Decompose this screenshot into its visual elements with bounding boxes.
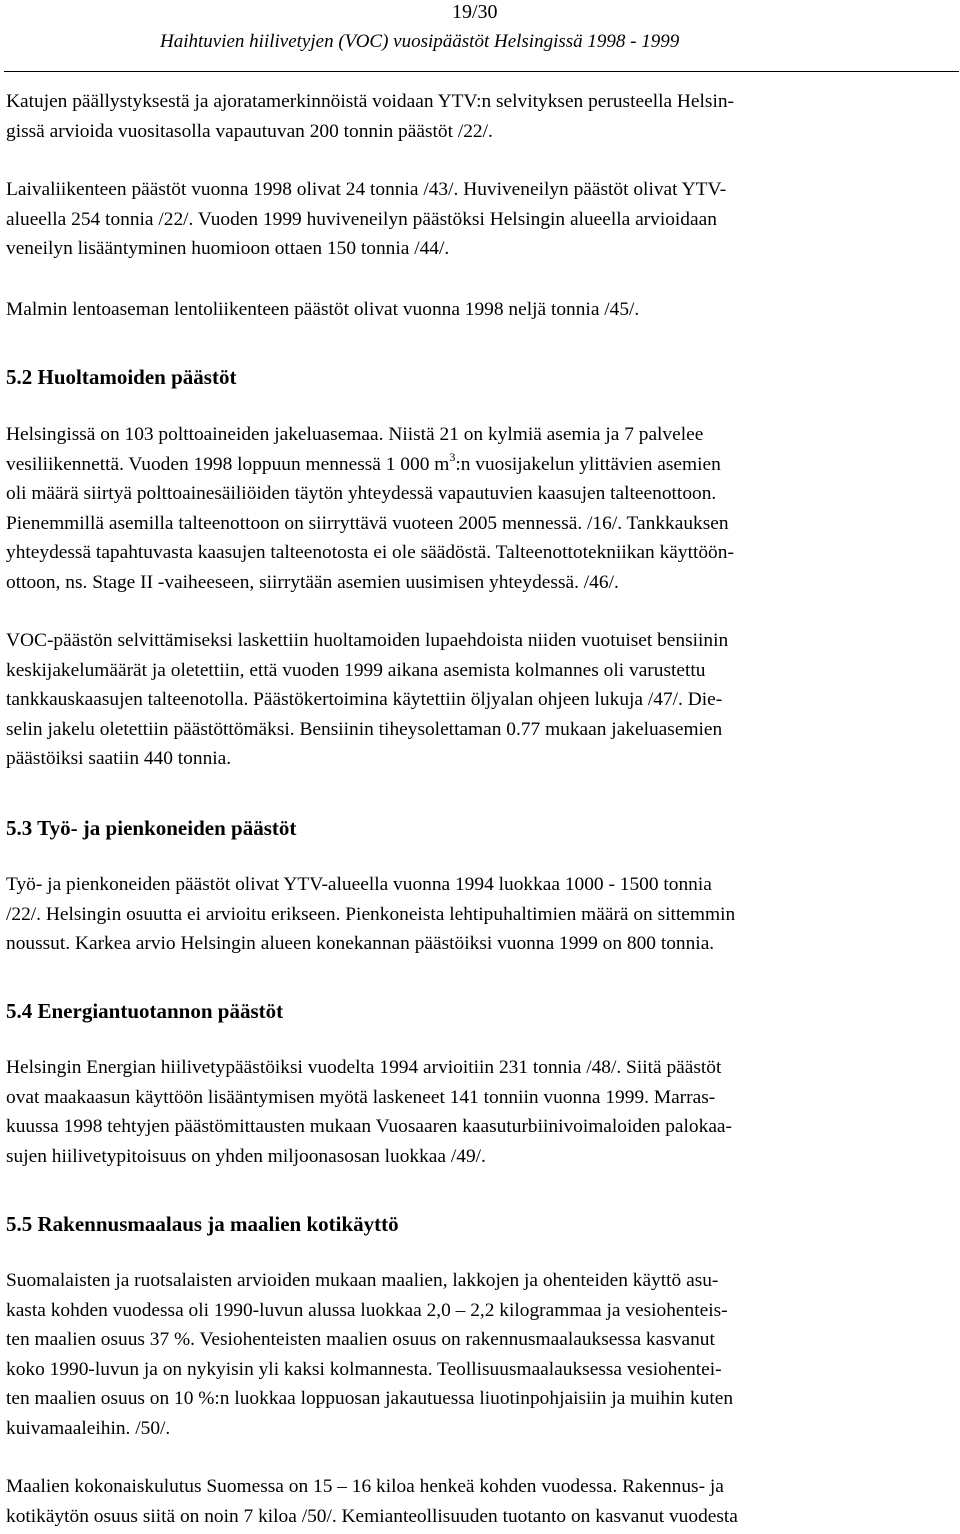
superscript-3: 3 bbox=[449, 449, 456, 464]
text-line: noussut. Karkea arvio Helsingin alueen konekannan päästöiksi vuonna 1999 on 800 tonnia. bbox=[6, 933, 715, 954]
text-line: /22/. Helsingin osuutta ei arvioitu erikseen. Pienkoneista lehtipuhaltimien määrä on sittemmin bbox=[6, 903, 736, 925]
text-line: päästöiksi saatiin 440 tonnia. bbox=[6, 748, 232, 769]
paragraph-voc-calculation bbox=[6, 626, 954, 774]
text-line-with-superscript bbox=[6, 450, 954, 480]
paragraph-street-markings bbox=[6, 87, 954, 146]
text-line: Katujen päällystyksestä ja ajoratamerkinnöistä voidaan YTV:n selvityksen perusteella Helsin- bbox=[6, 91, 735, 112]
text-line: Suomalaisten ja ruotsalaisten arvioiden mukaan maalien, lakkojen ja ohenteiden käyttö asu- bbox=[6, 1270, 719, 1291]
text-line: veneilyn lisääntyminen huomioon ottaen 150 tonnia /44/. bbox=[6, 238, 450, 259]
text-line: yhteydessä tapahtuvasta kaasujen talteenotosta ei ole säädöstä. Talteenottotekniikan käyttöön- bbox=[6, 542, 734, 563]
paragraph-gas-stations bbox=[6, 420, 954, 597]
text-line: oli määrä siirtyä polttoainesäiliöiden täytön yhteydessä vapautuvien kaasujen talteenottoon. bbox=[6, 483, 717, 504]
page-number: 19/30 bbox=[452, 1, 498, 23]
text-line: tankkauskaasujen talteenotolla. Päästökertoimina käytettiin öljyalan ohjeen lukuja /47/. Die- bbox=[6, 689, 723, 710]
paragraph-airport bbox=[6, 295, 954, 325]
header-rule bbox=[4, 71, 959, 72]
text-line: ten maalien osuus on 10 %:n luokkaa loppuosan jakautuessa liuotinpohjaisiin ja muihin kuten bbox=[6, 1388, 734, 1409]
text-line: Pienemmillä asemilla talteenottoon on siirryttävä vuoteen 2005 mennessä. /16/. Tankkauksen bbox=[6, 512, 729, 534]
text-line: Helsingissä on 103 polttoaineiden jakeluasemaa. Niistä 21 on kylmiä asemia ja 7 palvelee bbox=[6, 424, 704, 445]
paragraph-paints bbox=[6, 1266, 954, 1443]
text-line: kuivamaaleihin. /50/. bbox=[6, 1417, 171, 1439]
text-line: alueella 254 tonnia /22/. Vuoden 1999 huviveneilyn päästöksi Helsingin alueella arvioidaan bbox=[6, 208, 717, 230]
running-title: Haihtuvien hiilivetyjen (VOC) vuosipäästöt Helsingissä 1998 - 1999 bbox=[160, 31, 680, 52]
section-heading-5-5: 5.5 Rakennusmaalaus ja maalien kotikäyttö bbox=[6, 1212, 399, 1236]
text-line: kasta kohden vuodessa oli 1990-luvun alussa luokkaa 2,0 – 2,2 kilogrammaa ja vesiohenteis- bbox=[6, 1299, 728, 1321]
text-line: ovat maakaasun käyttöön lisääntymisen myötä laskeneet 141 tonniin vuonna 1999. Marras- bbox=[6, 1086, 716, 1108]
text-line: sujen hiilivetypitoisuus on yhden miljoonasosan luokkaa /49/. bbox=[6, 1145, 486, 1167]
text-line: koko 1990-luvun ja on nykyisin yli kaksi kolmannesta. Teollisuusmaalauksessa vesiohentei- bbox=[6, 1358, 722, 1380]
text-segment: :n vuosijakelun ylittävien asemien bbox=[455, 453, 721, 475]
section-heading-5-3: 5.3 Työ- ja pienkoneiden päästöt bbox=[6, 816, 297, 840]
paragraph-energy-production bbox=[6, 1053, 954, 1171]
text-line: VOC-päästön selvittämiseksi laskettiin huoltamoiden lupaehdoista niiden vuotuiset bensiinin bbox=[6, 630, 729, 651]
text-line: gissä arvioida vuositasolla vapautuvan 200 tonnin päästöt /22/. bbox=[6, 120, 493, 142]
text-line: Helsingin Energian hiilivetypäästöiksi vuodelta 1994 arvioitiin 231 tonnia /48/. Siitä päästöt bbox=[6, 1057, 722, 1078]
text-line: kuussa 1998 tehtyjen päästömittausten mukaan Vuosaaren kaasuturbiinivoimaloiden palokaa- bbox=[6, 1116, 732, 1137]
section-heading-5-4: 5.4 Energiantuotannon päästöt bbox=[6, 999, 284, 1023]
text-line: ottoon, ns. Stage II -vaiheeseen, siirrytään asemien uusimisen yhteydessä. /46/. bbox=[6, 571, 619, 593]
text-line: ten maalien osuus 37 %. Vesiohenteisten maalien osuus on rakennusmaalauksessa kasvanut bbox=[6, 1329, 715, 1350]
section-heading-5-2: 5.2 Huoltamoiden päästöt bbox=[6, 365, 237, 389]
text-line: Malmin lentoaseman lentoliikenteen päästöt olivat vuonna 1998 neljä tonnia /45/. bbox=[6, 299, 640, 320]
paragraph-ship-traffic bbox=[6, 175, 954, 264]
text-line: Laivaliikenteen päästöt vuonna 1998 olivat 24 tonnia /43/. Huviveneilyn päästöt olivat YTV- bbox=[6, 179, 727, 200]
text-line: kotikäytön osuus siitä on noin 7 kiloa /50/. Kemianteollisuuden tuotanto on kasvanut vuodesta bbox=[6, 1505, 738, 1527]
paragraph-small-engines bbox=[6, 870, 954, 959]
text-segment: vesiliikennettä. Vuoden 1998 loppuun mennessä 1 000 m bbox=[6, 453, 450, 475]
text-line: Työ- ja pienkoneiden päästöt olivat YTV-alueella vuonna 1994 luokkaa 1000 - 1500 tonnia bbox=[6, 874, 712, 895]
text-line: Maalien kokonaiskulutus Suomessa on 15 – 16 kiloa henkeä kohden vuodessa. Rakennus- ja bbox=[6, 1476, 724, 1497]
text-line: selin jakelu oletettiin päästöttömäksi. Bensiinin tiheysolettaman 0.77 mukaan jakeluasemien bbox=[6, 718, 723, 740]
paragraph-paint-consumption bbox=[6, 1472, 954, 1531]
text-line: keskijakelumäärät ja oletettiin, että vuoden 1999 aikana asemista kolmannes oli varustettu bbox=[6, 659, 706, 681]
